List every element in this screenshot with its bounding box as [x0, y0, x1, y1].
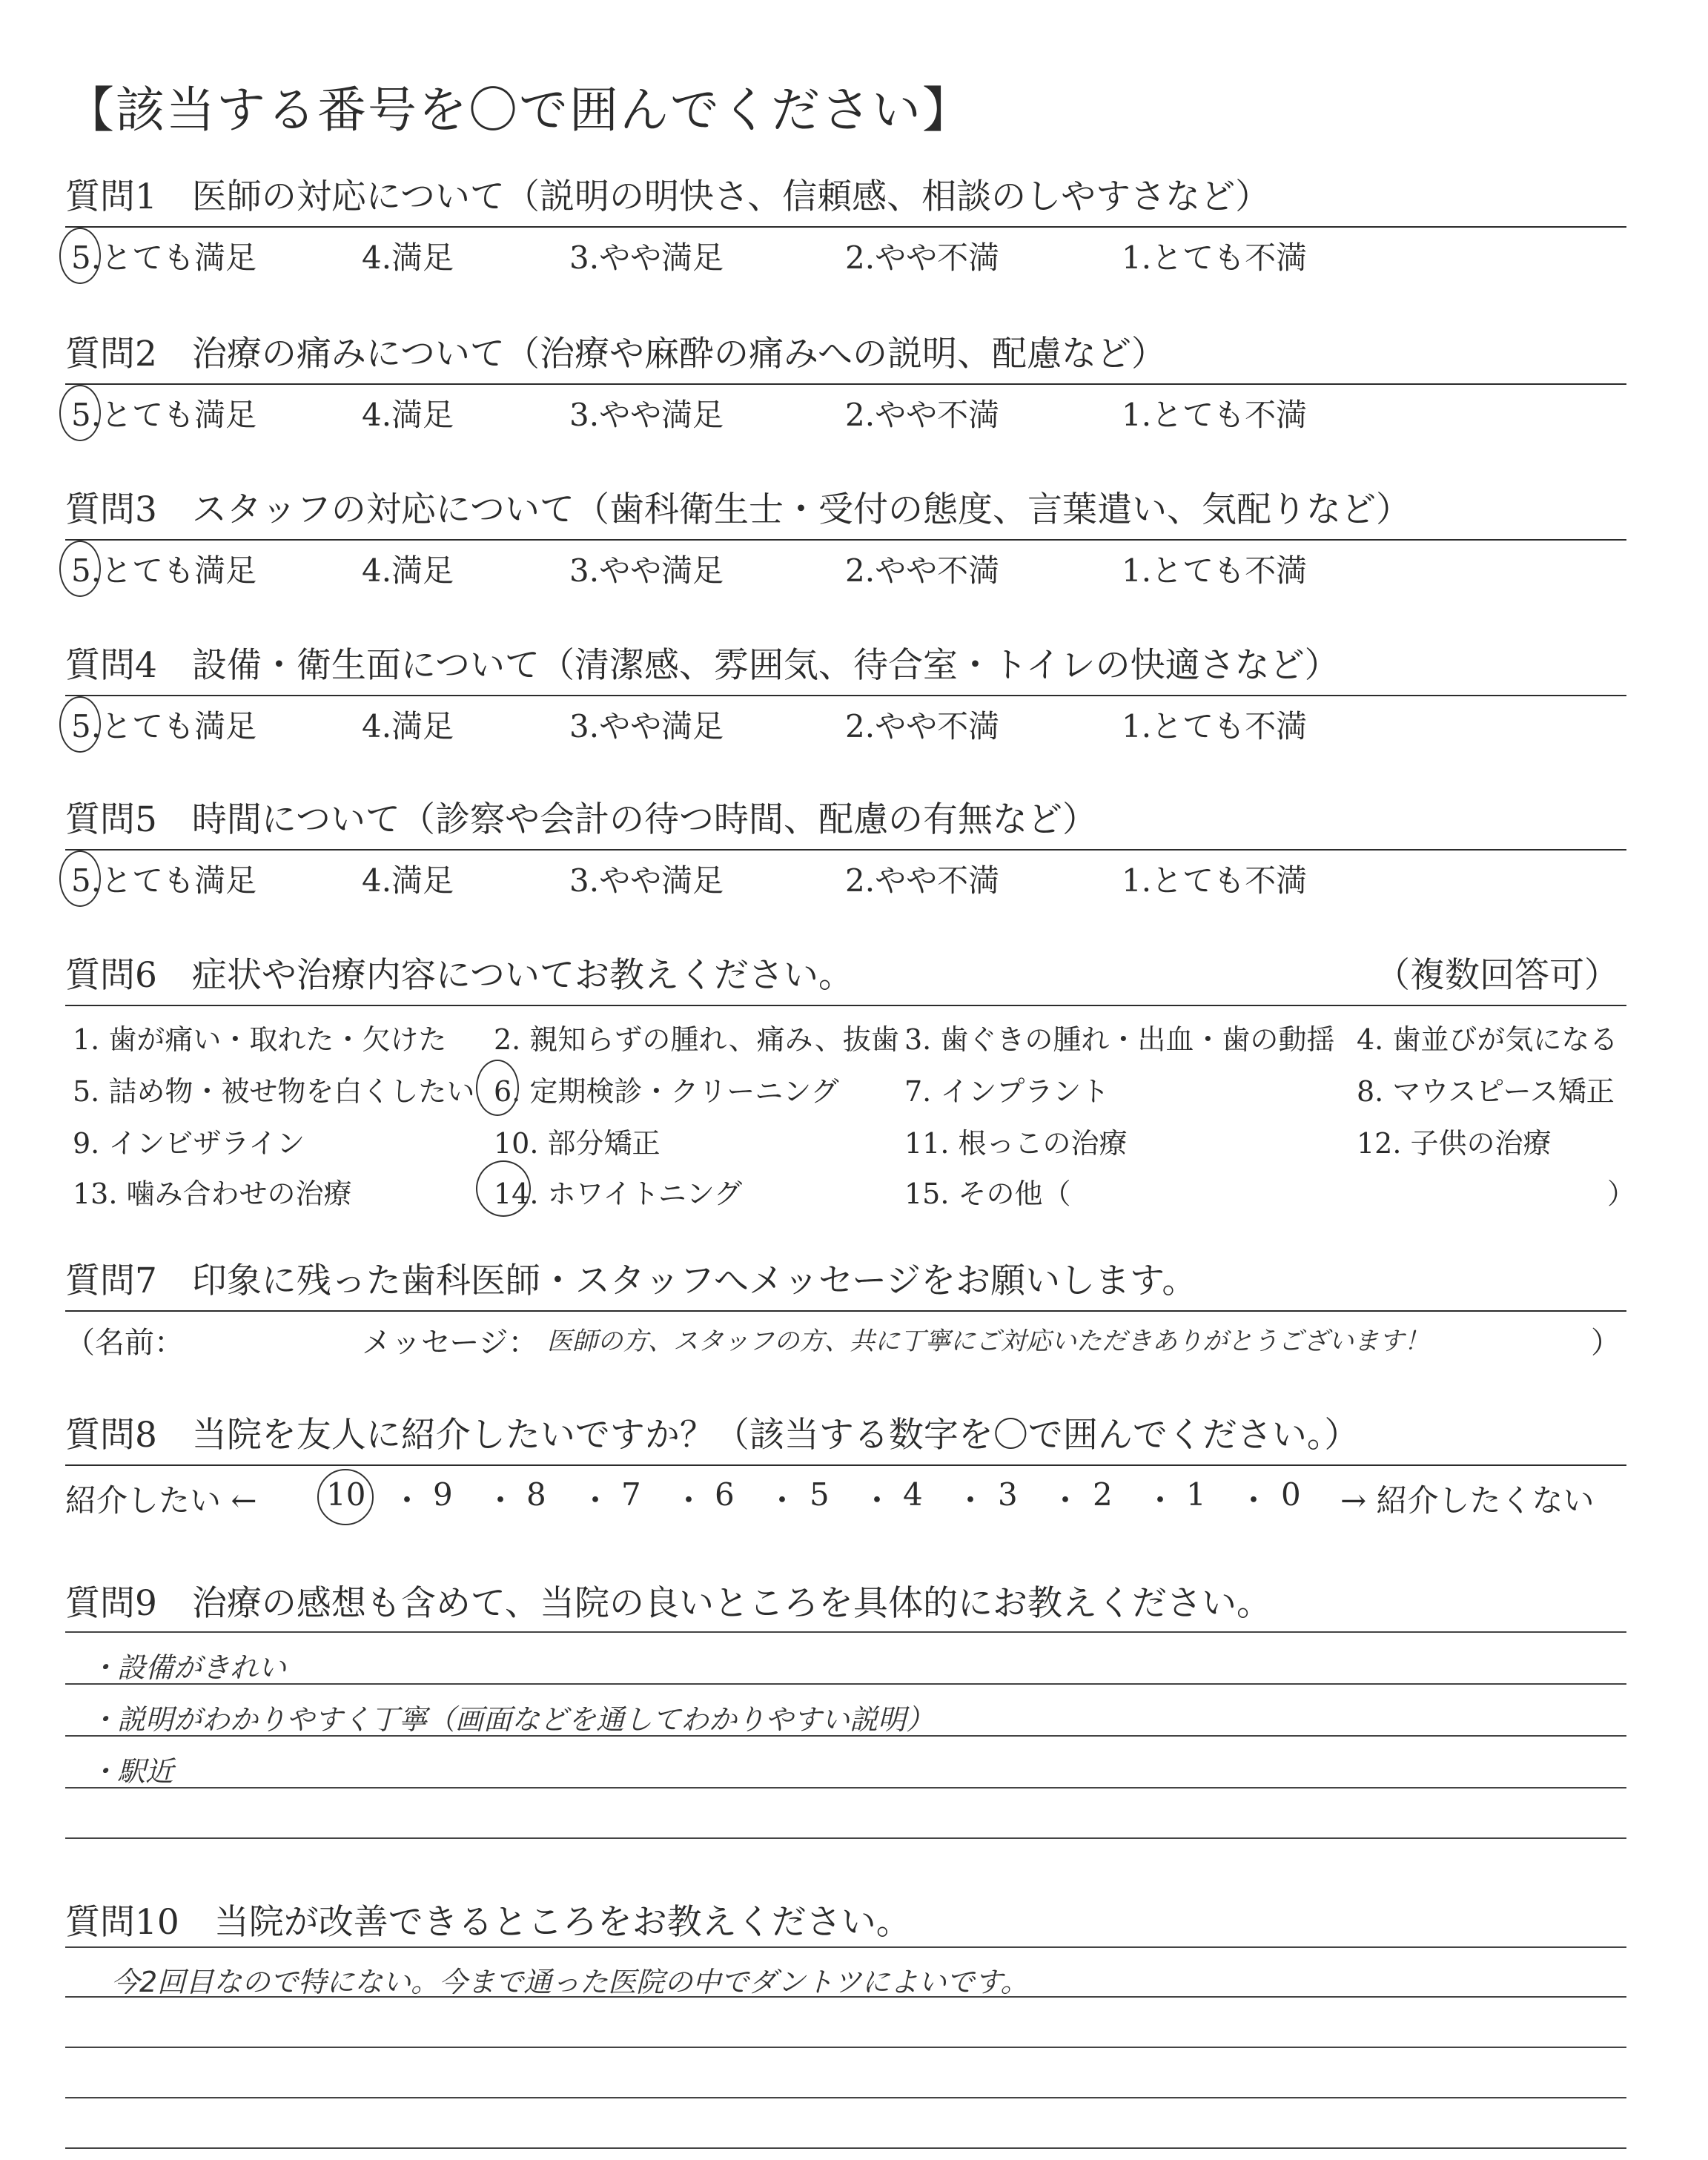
- answer-line: [65, 1946, 1626, 1948]
- option-4[interactable]: 4.満足: [362, 397, 454, 433]
- selection-circle: [59, 541, 101, 597]
- answer-line: [65, 2147, 1626, 2149]
- answer-line: [65, 2097, 1626, 2098]
- option-4[interactable]: 4.満足: [362, 862, 454, 899]
- question-text: 印象に残った歯科医師・スタッフへメッセージをお願いします。: [191, 1261, 1197, 1301]
- question-text: 当院を友人に紹介したいですか？（該当する数字を〇で囲んでください。）: [191, 1415, 1360, 1456]
- improvement-answer[interactable]: 今2回目なので特にない。今まで通った医院の中でダントツによいです。: [111, 1966, 1029, 1998]
- option-2[interactable]: 2.やや不満: [845, 552, 1000, 589]
- question-5: [65, 792, 1626, 902]
- good-point-answer[interactable]: ・設備がきれい: [89, 1651, 287, 1684]
- message-answer[interactable]: 医師の方、スタッフの方、共に丁寧にご対応いただきありがとうございます！: [547, 1327, 1429, 1356]
- scale-dot: ・: [485, 1482, 517, 1519]
- question-number: 質問5: [65, 799, 157, 840]
- option-3[interactable]: 3.やや満足: [569, 708, 724, 744]
- question-8: [65, 1407, 1626, 1524]
- name-label: （名前：: [65, 1326, 184, 1360]
- option-3[interactable]: 3.やや満足: [569, 397, 724, 433]
- option-3[interactable]: 3.やや満足: [569, 862, 724, 899]
- scale-0[interactable]: 0: [1281, 1476, 1301, 1513]
- scale-dot: ・: [861, 1482, 893, 1519]
- divider: [65, 1310, 1626, 1312]
- message-label: メッセージ：: [362, 1326, 538, 1360]
- option-1[interactable]: 1.とても不満: [1122, 862, 1308, 899]
- selection-circle: [317, 1469, 374, 1525]
- option-4[interactable]: 4.満足: [362, 240, 454, 276]
- option-5[interactable]: 5.とても満足: [71, 862, 257, 899]
- question-number: 質問4: [65, 645, 157, 686]
- question-6: [65, 948, 1636, 1233]
- scale-7[interactable]: 7: [621, 1476, 641, 1513]
- scale-8[interactable]: 8: [526, 1476, 546, 1513]
- question-text: 症状や治療内容についてお教えください。: [191, 955, 853, 996]
- scale-9[interactable]: 9: [433, 1476, 453, 1513]
- question-text: 治療の感想も含めて、当院の良いところを具体的にお教えください。: [191, 1583, 1271, 1624]
- question-number: 質問7: [65, 1261, 157, 1301]
- symptom-option[interactable]: 14. ホワイトニング: [494, 1178, 743, 1210]
- good-point-answer[interactable]: ・説明がわかりやすく丁寧（画面などを通してわかりやすい説明）: [89, 1703, 935, 1736]
- scale-6[interactable]: 6: [715, 1476, 735, 1513]
- divider: [65, 539, 1626, 541]
- scale-dot: ・: [391, 1482, 423, 1519]
- selection-circle: [476, 1060, 519, 1116]
- symptom-options: [65, 1017, 1636, 1233]
- symptom-option[interactable]: 1. 歯が痛い・取れた・欠けた: [73, 1023, 447, 1056]
- message-row: [65, 1319, 1626, 1364]
- question-1: [65, 169, 1626, 280]
- divider: [65, 695, 1626, 696]
- scale-dot: ・: [673, 1482, 705, 1519]
- divider: [65, 383, 1626, 385]
- question-9: [65, 1576, 1626, 1625]
- question-number: 質問6: [65, 955, 157, 996]
- scale-dot: ・: [1050, 1482, 1082, 1519]
- question-number: 質問3: [65, 489, 157, 530]
- symptom-option[interactable]: 7. インプラント: [904, 1075, 1110, 1108]
- scale-dot: ・: [955, 1482, 987, 1519]
- symptom-option[interactable]: 4. 歯並びが気になる: [1357, 1023, 1618, 1056]
- selection-circle: [59, 228, 101, 284]
- option-4[interactable]: 4.満足: [362, 552, 454, 589]
- option-1[interactable]: 1.とても不満: [1122, 240, 1308, 276]
- symptom-option[interactable]: 13. 噛み合わせの治療: [73, 1178, 352, 1210]
- divider: [65, 1464, 1626, 1466]
- option-2[interactable]: 2.やや不満: [845, 862, 1000, 899]
- symptom-option[interactable]: 2. 親知らずの腫れ、痛み、抜歯: [494, 1023, 899, 1056]
- rating-options: [65, 546, 1626, 592]
- symptom-option[interactable]: 5. 詰め物・被せ物を白くしたい: [73, 1075, 475, 1108]
- question-10: [65, 1895, 1626, 1944]
- question-4: [65, 638, 1626, 748]
- option-5[interactable]: 5.とても満足: [71, 397, 257, 433]
- scale-2[interactable]: 2: [1093, 1476, 1113, 1513]
- symptom-option[interactable]: 15. その他（: [904, 1178, 1071, 1210]
- scale-right-label: → 紹介したくない: [1340, 1482, 1595, 1519]
- option-5[interactable]: 5.とても満足: [71, 240, 257, 276]
- scale-dot: ・: [767, 1482, 798, 1519]
- page-title: 【該当する番号を〇で囲んでください】: [65, 82, 973, 139]
- scale-10[interactable]: 10: [326, 1476, 366, 1513]
- question-text: 医師の対応について（説明の明快さ、信頼感、相談のしやすさなど）: [191, 176, 1271, 217]
- rating-options: [65, 856, 1626, 902]
- rating-options: [65, 702, 1626, 748]
- scale-1[interactable]: 1: [1186, 1476, 1206, 1513]
- question-7: [65, 1253, 1626, 1364]
- question-text: 治療の痛みについて（治療や麻酔の痛みへの説明、配慮など）: [191, 334, 1167, 374]
- rating-options: [65, 391, 1626, 437]
- question-text: 当院が改善できるところをお教えください。: [214, 1902, 911, 1943]
- symptom-option[interactable]: 12. 子供の治療: [1357, 1127, 1552, 1160]
- option-3[interactable]: 3.やや満足: [569, 240, 724, 276]
- symptom-option[interactable]: 9. インビザライン: [73, 1127, 305, 1160]
- symptom-option[interactable]: 8. マウスピース矯正: [1357, 1075, 1615, 1108]
- scale-5[interactable]: 5: [810, 1476, 830, 1513]
- question-3: [65, 482, 1626, 592]
- scale-4[interactable]: 4: [903, 1476, 923, 1513]
- option-1[interactable]: 1.とても不満: [1122, 397, 1308, 433]
- answer-line: [65, 2047, 1626, 2048]
- question-text: スタッフの対応について（歯科衛生士・受付の態度、言葉遣い、気配りなど）: [191, 489, 1411, 530]
- question-2: [65, 326, 1626, 437]
- scale-dot: ・: [580, 1482, 612, 1519]
- symptom-option[interactable]: 6. 定期検診・クリーニング: [494, 1075, 839, 1108]
- close-paren: ）: [1591, 1326, 1621, 1360]
- divider: [65, 226, 1626, 228]
- option-2[interactable]: 2.やや不満: [845, 397, 1000, 433]
- selection-circle: [59, 696, 101, 753]
- option-2[interactable]: 2.やや不満: [845, 240, 1000, 276]
- option-2[interactable]: 2.やや不満: [845, 708, 1000, 744]
- answer-line: [65, 1683, 1626, 1685]
- selection-circle: [59, 385, 101, 441]
- option-5[interactable]: 5.とても満足: [71, 552, 257, 589]
- scale-3[interactable]: 3: [998, 1476, 1018, 1513]
- scale-dot: ・: [1145, 1482, 1176, 1519]
- option-3[interactable]: 3.やや満足: [569, 552, 724, 589]
- selection-circle: [59, 851, 101, 907]
- option-5[interactable]: 5.とても満足: [71, 708, 257, 744]
- question-number: 質問2: [65, 334, 157, 374]
- symptom-option[interactable]: 11. 根っこの治療: [904, 1127, 1128, 1160]
- selection-circle: [476, 1160, 531, 1217]
- symptom-option[interactable]: 10. 部分矯正: [494, 1127, 661, 1160]
- answer-line: [65, 1837, 1626, 1839]
- answer-line: [65, 1631, 1626, 1633]
- rating-options: [65, 234, 1626, 280]
- other-close-paren: ）: [1607, 1178, 1636, 1210]
- option-4[interactable]: 4.満足: [362, 708, 454, 744]
- question-text: 設備・衛生面について（清潔感、雰囲気、待合室・トイレの快適さなど）: [191, 645, 1340, 686]
- scale-dot: ・: [1238, 1482, 1270, 1519]
- option-1[interactable]: 1.とても不満: [1122, 708, 1308, 744]
- divider: [65, 849, 1626, 851]
- answer-line: [65, 1787, 1626, 1789]
- multiple-answer-note: （複数回答可）: [1375, 955, 1619, 996]
- divider: [65, 1005, 1626, 1006]
- option-1[interactable]: 1.とても不満: [1122, 552, 1308, 589]
- scale-left-label: 紹介したい ←: [65, 1482, 257, 1519]
- symptom-option[interactable]: 3. 歯ぐきの腫れ・出血・歯の動揺: [904, 1023, 1335, 1056]
- question-text: 時間について（診察や会計の待つ時間、配慮の有無など）: [191, 799, 1097, 840]
- good-point-answer[interactable]: ・駅近: [89, 1755, 174, 1788]
- question-number: 質問1: [65, 176, 157, 217]
- question-number: 質問10: [65, 1902, 179, 1943]
- question-number: 質問9: [65, 1583, 157, 1624]
- question-number: 質問8: [65, 1415, 157, 1456]
- recommend-scale: [65, 1476, 1626, 1524]
